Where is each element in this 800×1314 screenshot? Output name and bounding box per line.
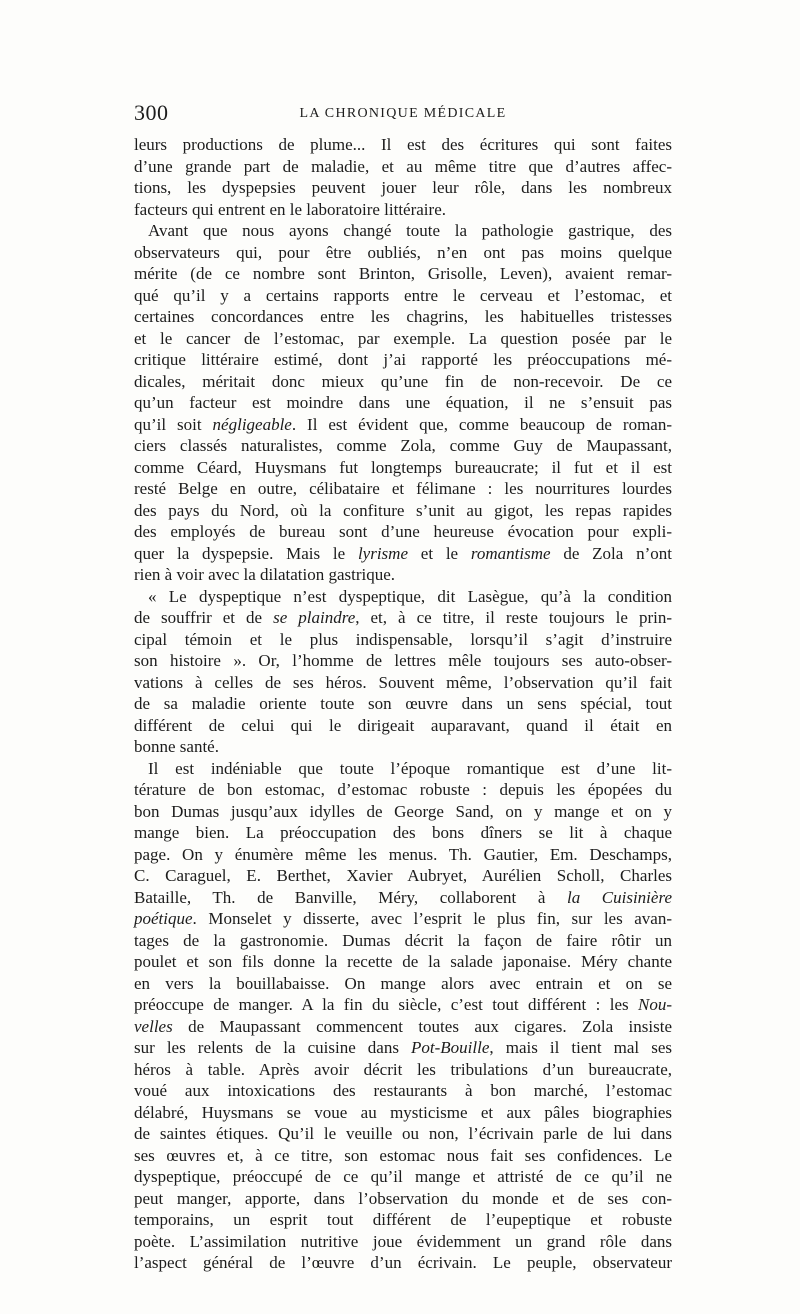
- text-line: [134, 392, 672, 414]
- text-run: de saintes étiques. Qu’il le veuille ou non, l’écrivain parle de lui dans: [134, 1124, 672, 1143]
- text-line: [134, 564, 672, 586]
- text-run: Avant que nous ayons changé toute la pathologie gastrique, des: [148, 221, 672, 240]
- text-line: [134, 220, 672, 242]
- text-line: [134, 435, 672, 457]
- text-run: voué aux intoxications des restaurants à bon marché, l’estomac: [134, 1081, 672, 1100]
- text-line: [134, 1231, 672, 1253]
- text-run: qué qu’il y a certains rapports entre le cerveau et l’estomac, et: [134, 285, 672, 305]
- text-line: [134, 500, 672, 522]
- text-run: Il est indéniable que toute l’époque romantique est d’une lit-: [148, 758, 672, 778]
- text-run: de Zola n’ont: [550, 543, 672, 563]
- text-run: ses œuvres et, à ce titre, son estomac nous fait ses confidences. Le: [134, 1145, 672, 1165]
- text-line: [134, 1145, 672, 1167]
- text-line: [134, 908, 672, 930]
- text-run: différent de celui qui le dirigeait auparavant, quand il était en: [134, 715, 672, 735]
- text-line: [134, 887, 672, 909]
- text-line: [134, 693, 672, 715]
- text-line: [134, 414, 672, 436]
- text-run: dyspeptique, préoccupé de ce qu’il mange et attristé de ce qu’il ne: [134, 1167, 672, 1186]
- text-run: . Monselet y disserte, avec l’esprit le plus fin, sur les avan-: [192, 909, 672, 928]
- text-run: comme Céard, Huysmans fut longtemps bureaucrate; il fut et il est: [134, 457, 672, 477]
- page-number: 300: [134, 100, 169, 125]
- text-line: [134, 1188, 672, 1210]
- text-line: [134, 672, 672, 694]
- text-line: [134, 1166, 672, 1188]
- text-run: poulet et son fils donne la recette de la salade japonaise. Méry chante: [134, 952, 672, 971]
- text-line: [134, 543, 672, 565]
- text-line: [134, 1059, 672, 1081]
- text-line: [134, 715, 672, 737]
- text-line: [134, 586, 672, 608]
- text-run: mérite (de ce nombre sont Brinton, Grisolle, Leven), avaient remar-: [134, 264, 672, 283]
- italic-phrase: velles: [134, 1016, 173, 1036]
- text-run: et le cancer de l’estomac, par exemple. La question posée par le: [134, 328, 672, 348]
- text-run: dicales, méritait donc mieux qu’une fin de non-recevoir. De ce: [134, 371, 672, 391]
- text-line: [134, 822, 672, 844]
- text-line: [134, 844, 672, 866]
- text-line: [134, 177, 672, 199]
- text-run: d’une grande part de maladie, et au même titre que d’autres affec-: [134, 156, 672, 176]
- text-run: qu’il soit: [134, 414, 213, 434]
- text-run: temporains, un esprit tout différent de l’eupeptique et robuste: [134, 1210, 672, 1229]
- text-run: , et, à ce titre, il reste toujours le prin-: [355, 608, 672, 627]
- text-line: [134, 951, 672, 973]
- italic-phrase: poétique: [134, 909, 193, 928]
- text-line: [134, 1252, 672, 1274]
- text-run: ciers classés naturalistes, comme Zola, comme Guy de Maupassant,: [134, 436, 672, 455]
- text-run: et le: [408, 543, 471, 563]
- italic-phrase: se plaindre: [273, 608, 356, 627]
- text-line: [134, 199, 672, 221]
- running-title: LA CHRONIQUE MÉDICALE: [299, 106, 507, 121]
- text-run: observateurs qui, pour être oubliés, n’en ont pas moins quelque: [134, 242, 672, 262]
- text-run: des pays du Nord, où la confiture s’unit au gigot, les repas rapides: [134, 500, 672, 520]
- text-run: de Maupassant commencent toutes aux cigares. Zola insiste: [172, 1016, 672, 1036]
- text-run: tages de la gastronomie. Dumas décrit la façon de faire rôtir un: [134, 930, 672, 950]
- text-line: [134, 650, 672, 672]
- text-run: mange bien. La préoccupation des bons dîners se lit à chaque: [134, 823, 672, 842]
- text-line: [134, 865, 672, 887]
- text-run: « Le dyspeptique n’est dyspeptique, dit Lasègue, qu’à la condition: [148, 586, 672, 606]
- text-run: cipal témoin et le plus indispensable, lorsqu’il s’agit d’instruire: [134, 629, 672, 649]
- text-line: [134, 1209, 672, 1231]
- text-run: poète. L’assimilation nutritive joue évidemment un grand rôle dans: [134, 1231, 672, 1251]
- text-line: [134, 994, 672, 1016]
- text-run: préoccupe de manger. A la fin du siècle, c’est tout différent : les: [134, 995, 638, 1014]
- text-run: vations à celles de ses héros. Souvent même, l’observation qu’il fait: [134, 672, 672, 692]
- text-line: [134, 779, 672, 801]
- text-line: [134, 607, 672, 629]
- text-line: [134, 1080, 672, 1102]
- text-line: [134, 1016, 672, 1038]
- text-run: page. On y énumère même les menus. Th. Gautier, Em. Deschamps,: [134, 844, 672, 864]
- italic-phrase: Pot-Bouille: [411, 1038, 490, 1057]
- italic-phrase: romantisme: [470, 543, 551, 563]
- text-run: tions, les dyspepsies peuvent jouer leur rôle, dans les nombreux: [134, 178, 672, 197]
- text-line: [134, 930, 672, 952]
- text-line: [134, 156, 672, 178]
- text-run: rien à voir avec la dilatation gastrique.: [134, 565, 396, 584]
- text-run: critique littéraire estimé, dont j’ai rapporté les préoccupations mé-: [134, 350, 672, 369]
- text-run: C. Caraguel, E. Berthet, Xavier Aubryet, Aurélien Scholl, Charles: [134, 866, 672, 885]
- text-run: en vers la bouillabaisse. On mange alors avec entrain et on se: [134, 973, 672, 993]
- body-text: [134, 134, 672, 1274]
- text-run: héros à table. Après avoir décrit les tribulations d’un bureaucrate,: [134, 1059, 672, 1079]
- text-line: [134, 306, 672, 328]
- text-line: [134, 349, 672, 371]
- page-header: [134, 100, 672, 130]
- text-run: , mais il tient mal ses: [489, 1038, 672, 1057]
- text-run: certaines concordances entre les chagrins, les habituelles tristesses: [134, 307, 672, 326]
- text-line: [134, 134, 672, 156]
- text-line: [134, 801, 672, 823]
- italic-phrase: lyrisme: [357, 543, 408, 563]
- text-line: [134, 285, 672, 307]
- text-run: délabré, Huysmans se voue au mysticisme et aux pâles biographies: [134, 1102, 672, 1122]
- text-run: facteurs qui entrent en le laboratoire littéraire.: [134, 199, 446, 219]
- text-run: sur les relents de la cuisine dans: [134, 1038, 412, 1057]
- text-line: [134, 263, 672, 285]
- text-line: [134, 736, 672, 758]
- text-line: [134, 478, 672, 500]
- text-run: . Il est évident que, comme beaucoup de roman-: [291, 414, 672, 434]
- text-line: [134, 457, 672, 479]
- text-run: térature de bon estomac, d’estomac robuste : depuis les épopées du: [134, 780, 672, 799]
- italic-phrase: négligeable: [212, 414, 292, 434]
- text-line: [134, 242, 672, 264]
- text-run: Bataille, Th. de Banville, Méry, collaborent à: [134, 887, 567, 907]
- text-line: [134, 973, 672, 995]
- text-run: l’aspect général de l’œuvre d’un écrivain. Le peuple, observateur: [134, 1253, 672, 1272]
- text-line: [134, 1123, 672, 1145]
- text-run: qu’un facteur est moindre dans une équation, il ne s’ensuit pas: [134, 393, 672, 412]
- italic-phrase: la Cuisinière: [566, 887, 672, 907]
- text-line: [134, 521, 672, 543]
- text-line: [134, 758, 672, 780]
- text-line: [134, 1102, 672, 1124]
- text-run: des employés de bureau sont d’une heureuse évocation pour expli-: [134, 522, 672, 541]
- text-run: leurs productions de plume... Il est des écritures qui sont faites: [134, 135, 672, 154]
- text-run: resté Belge en outre, célibataire et félimane : les nourritures lourdes: [134, 479, 672, 498]
- text-run: son histoire ». Or, l’homme de lettres mêle toujours ses auto-obser-: [134, 651, 672, 670]
- italic-phrase: Nou-: [638, 995, 672, 1014]
- text-line: [134, 371, 672, 393]
- text-run: bon Dumas jusqu’aux idylles de George Sand, on y mange et on y: [134, 801, 672, 821]
- text-line: [134, 629, 672, 651]
- text-run: quer la dyspepsie. Mais le: [134, 543, 358, 563]
- text-run: bonne santé.: [134, 737, 219, 756]
- text-line: [134, 1037, 672, 1059]
- text-run: de sa maladie oriente toute son œuvre dans un sens spécial, tout: [134, 694, 672, 713]
- text-run: peut manger, apporte, dans l’observation du monde et de ses con-: [134, 1188, 672, 1208]
- text-run: de souffrir et de: [134, 608, 274, 627]
- text-line: [134, 328, 672, 350]
